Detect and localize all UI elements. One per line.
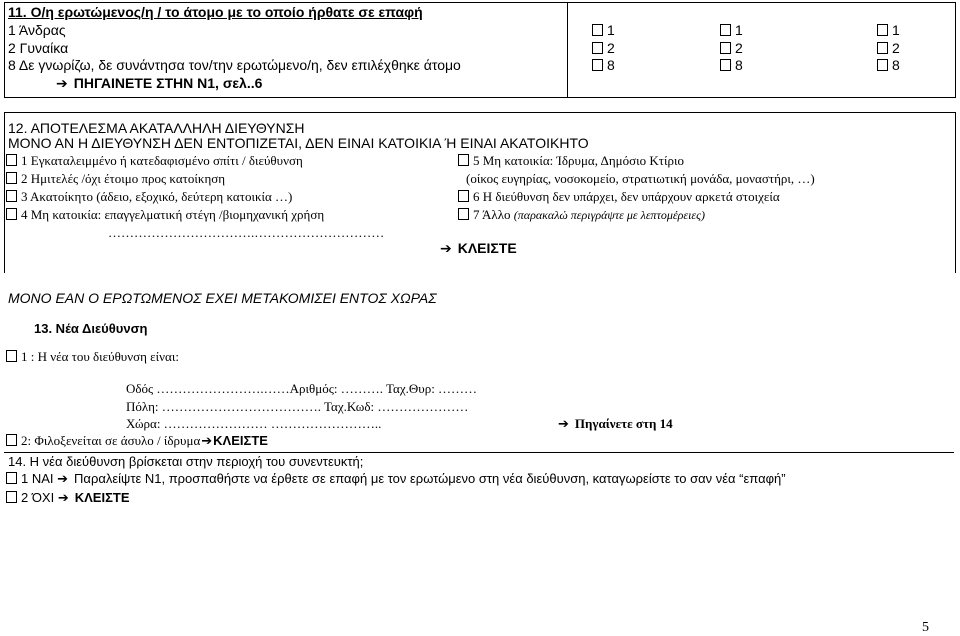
- q12-option-3[interactable]: 3 Ακατοίκητο (άδειο, εξοχικό, δεύτερη κατοικία …): [6, 189, 292, 205]
- checkbox[interactable]: [592, 24, 603, 36]
- arrow-right-icon: ➔: [558, 417, 569, 432]
- q14-no-close: ΚΛΕΙΣΤΕ: [74, 490, 130, 505]
- checkbox[interactable]: [458, 154, 469, 166]
- q13-street-line[interactable]: Οδός …………………….……Αριθμός: ………. Ταχ.Θυρ: ………: [126, 381, 478, 396]
- checkbox[interactable]: [6, 350, 17, 362]
- q11-goto-text: ΠΗΓΑΙΝΕΤΕ ΣΤΗΝ Ν1, σελ..6: [73, 75, 263, 91]
- checkbox[interactable]: [6, 491, 17, 503]
- code-col-2-opt8[interactable]: 8: [720, 57, 743, 73]
- q11-option-1: 1 Άνδρας: [8, 22, 66, 38]
- q11-title: 11. Ο/η ερωτώμενος/η / το άτομο με το οποίο ήρθατε σε επαφή: [8, 4, 423, 20]
- checkbox[interactable]: [458, 208, 469, 220]
- q13-title: 13. Νέα Διεύθυνση: [34, 321, 148, 336]
- q12-option-4[interactable]: 4 Μη κατοικία: επαγγελματική στέγη /βιομηχανική χρήση: [6, 207, 324, 223]
- q13-country-line: [126, 416, 381, 432]
- q13-option-2[interactable]: 2: Φιλοξενείται σε άσυλο / ίδρυμα➔ΚΛΕΙΣΤΕ: [6, 433, 268, 449]
- code-col-1-opt1[interactable]: 1: [592, 22, 615, 38]
- code-col-1-opt8[interactable]: 8: [592, 57, 615, 73]
- q12-option-7-note: (παρακαλώ περιγράψτε με λεπτομέρειες): [513, 208, 706, 222]
- checkbox[interactable]: [720, 24, 731, 36]
- q11-option-2: 2 Γυναίκα: [8, 40, 69, 56]
- checkbox[interactable]: [720, 42, 731, 54]
- arrow-right-icon: ➔: [57, 472, 69, 487]
- q13-option-2-close: ΚΛΕΙΣΤΕ: [213, 433, 268, 448]
- arrow-right-icon: ➔: [56, 76, 68, 92]
- column-divider: [567, 3, 568, 97]
- q12-close-text: ΚΛΕΙΣΤΕ: [457, 240, 517, 256]
- q13-city-line[interactable]: Πόλη: ………………………………. Ταχ.Κωδ: …………………: [126, 399, 469, 414]
- arrow-right-icon: ➔: [57, 491, 69, 506]
- checkbox[interactable]: [458, 190, 469, 202]
- q12-fill-line[interactable]: …………………………….…………………………: [108, 225, 385, 240]
- q11-goto: [56, 75, 262, 92]
- checkbox[interactable]: [592, 42, 603, 54]
- checkbox[interactable]: [592, 59, 603, 71]
- checkbox[interactable]: [6, 172, 17, 184]
- arrow-right-icon: ➔: [440, 241, 452, 257]
- checkbox[interactable]: [6, 208, 17, 220]
- q13-goto-text: Πηγαίνετε στη 14: [574, 416, 673, 431]
- checkbox[interactable]: [6, 472, 17, 484]
- code-col-1-opt2[interactable]: 2: [592, 40, 615, 56]
- divider: [4, 452, 954, 453]
- q12-option-7[interactable]: 7 Άλλο (παρακαλώ περιγράψτε με λεπτομέρειες): [458, 207, 705, 223]
- code-col-3-opt1[interactable]: 1: [877, 22, 900, 38]
- checkbox[interactable]: [877, 24, 888, 36]
- q14-yes-instruction: Παραλείψτε Ν1, προσπαθήστε να έρθετε σε επαφή με τον ερωτώμενο στη νέα διεύθυνση, καταγωρείστε το σαν νέα “επαφή”: [74, 471, 786, 486]
- checkbox[interactable]: [720, 59, 731, 71]
- q12-title: 12. ΑΠΟΤΕΛΕΣΜΑ ΑΚΑΤΑΛΛΗΛΗ ΔΙΕΥΘΥΝΣΗ: [8, 120, 305, 136]
- q14-title: 14. Η νέα διεύθυνση βρίσκεται στην περιοχή του συνεντευκτή;: [8, 454, 364, 469]
- q11-option-8: 8 Δε γνωρίζω, δε συνάντησα τον/την ερωτώμενο/η, δεν επιλέχθηκε άτομο: [8, 57, 461, 73]
- checkbox[interactable]: [877, 42, 888, 54]
- checkbox[interactable]: [6, 154, 17, 166]
- q12-close: [440, 240, 517, 257]
- q14-option-no[interactable]: 2 ΌΧΙ ➔ ΚΛΕΙΣΤΕ: [6, 490, 130, 506]
- checkbox[interactable]: [877, 59, 888, 71]
- q12-subtitle: ΜΟΝΟ ΑΝ Η ΔΙΕΥΘΥΝΣΗ ΔΕΝ ΕΝΤΟΠΙΖΕΤΑΙ, ΔΕΝ ΕΙΝΑΙ ΚΑΤΟΙΚΙΑ Ή ΕΙΝΑΙ ΑΚΑΤΟΙΚΗΤΟ: [8, 135, 589, 151]
- code-col-3-opt2[interactable]: 2: [877, 40, 900, 56]
- code-col-2-opt1[interactable]: 1: [720, 22, 743, 38]
- q13-goto: [558, 416, 673, 432]
- q12-option-5[interactable]: 5 Μη κατοικία: Ίδρυμα, Δημόσιο Κτίριο: [458, 153, 684, 169]
- page-number: 5: [922, 620, 929, 635]
- code-col-3-opt8[interactable]: 8: [877, 57, 900, 73]
- q13-country-fill[interactable]: Χώρα: …………………… ……………………..: [126, 416, 382, 431]
- checkbox[interactable]: [6, 434, 17, 446]
- q12-option-1[interactable]: 1 Εγκαταλειμμένο ή κατεδαφισμένο σπίτι / διεύθυνση: [6, 153, 303, 169]
- arrow-right-icon: ➔: [201, 434, 213, 449]
- code-col-2-opt2[interactable]: 2: [720, 40, 743, 56]
- moved-heading: ΜΟΝΟ ΕΑΝ Ο ΕΡΩΤΩΜΕΝΟΣ ΕΧΕΙ ΜΕΤΑΚΟΜΙΣΕΙ ΕΝΤΟΣ ΧΩΡΑΣ: [8, 290, 437, 306]
- q13-option-1[interactable]: 1 : Η νέα του διεύθυνση είναι:: [6, 349, 179, 365]
- q14-option-yes[interactable]: 1 ΝΑΙ ➔ Παραλείψτε Ν1, προσπαθήστε να έρθετε σε επαφή με τον ερωτώμενο στη νέα διεύθυνση, καταγωρείστε το σαν νέα “επαφή”: [6, 471, 786, 487]
- q12-option-6[interactable]: 6 Η διεύθυνση δεν υπάρχει, δεν υπάρχουν αρκετά στοιχεία: [458, 189, 780, 205]
- q12-option-5-note: (οίκος ευγηρίας, νοσοκομείο, στρατιωτική μονάδα, μοναστήρι, …): [466, 171, 815, 186]
- q12-option-2[interactable]: 2 Ημιτελές /όχι έτοιμο προς κατοίκηση: [6, 171, 225, 187]
- checkbox[interactable]: [6, 190, 17, 202]
